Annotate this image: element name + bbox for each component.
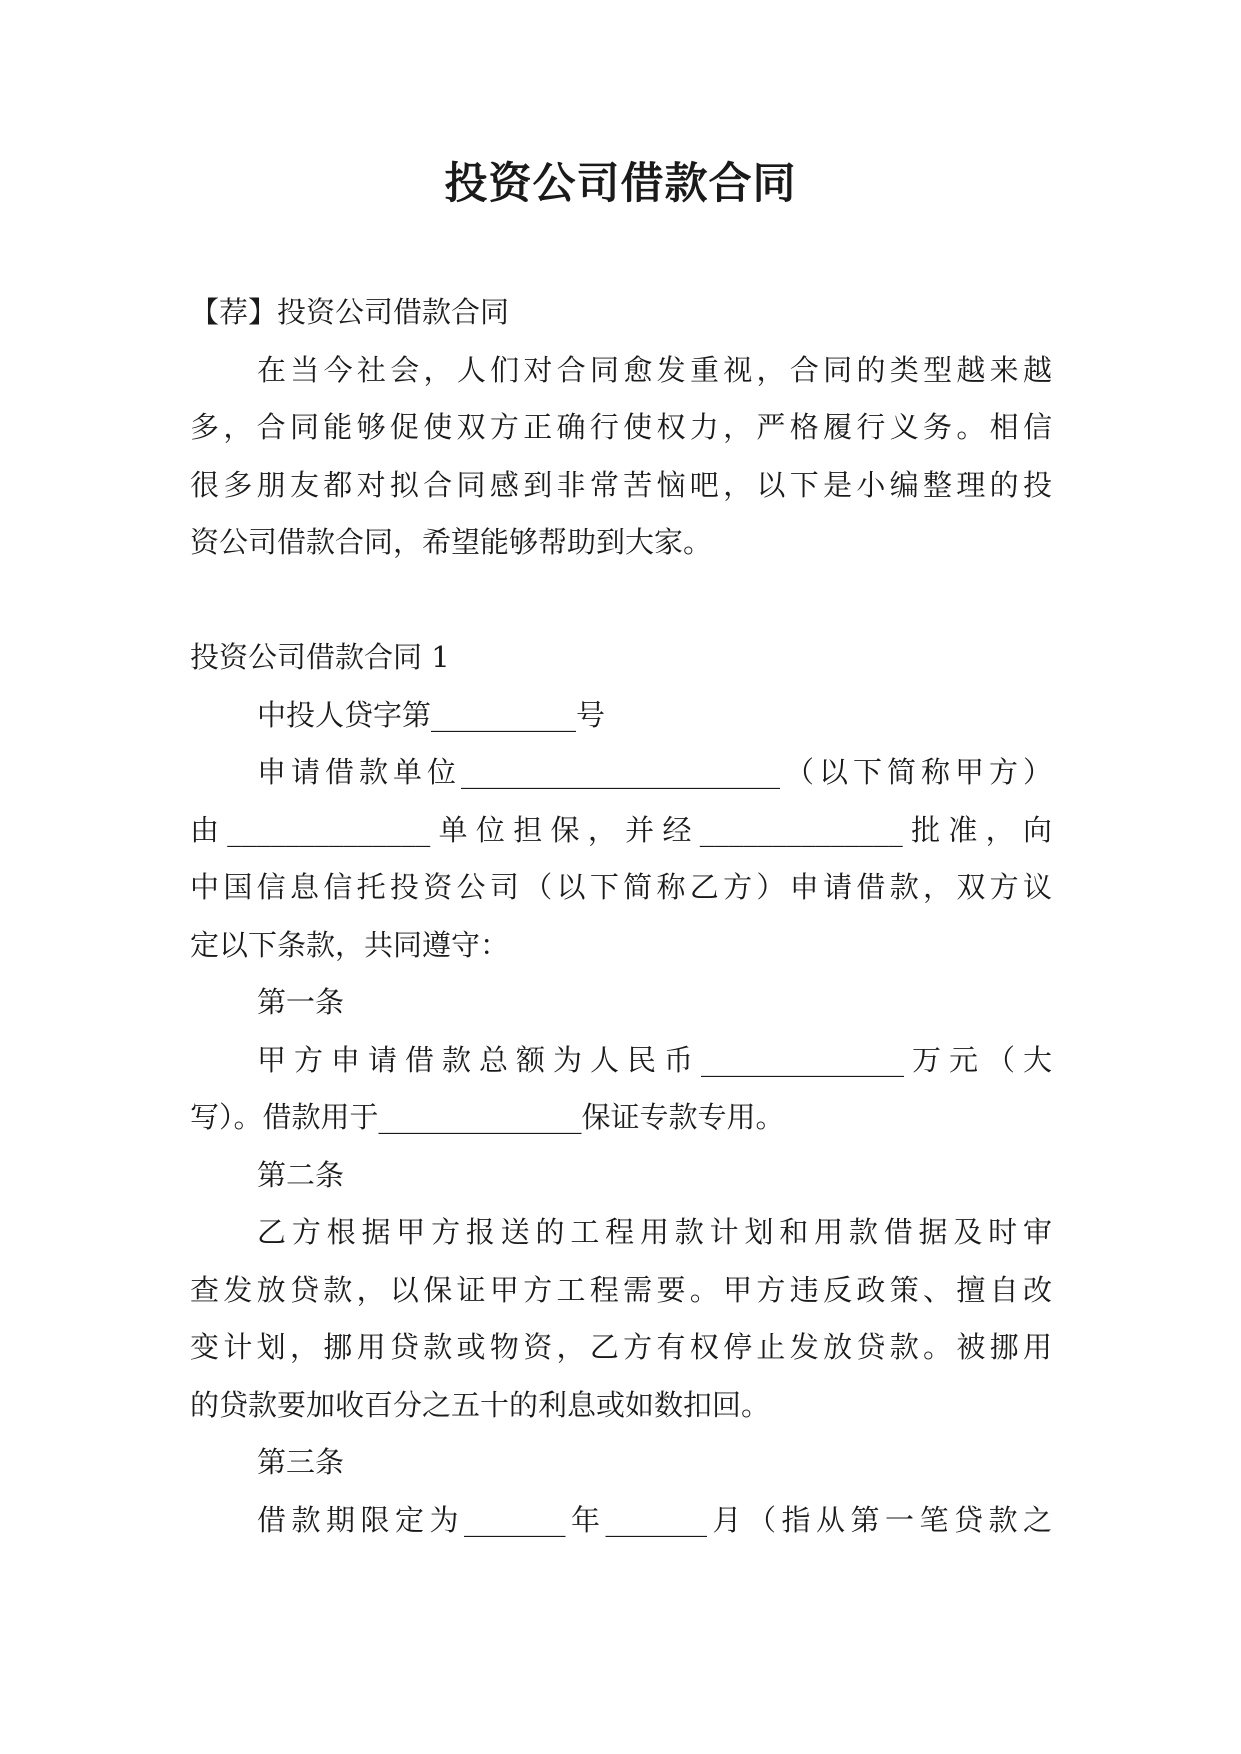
article-line: 查发放贷款，以保证甲方工程需要。甲方违反政策、擅自改 xyxy=(190,1273,1052,1307)
article-heading: 第一条 xyxy=(257,985,345,1019)
intro-heading: 【荐】投资公司借款合同 xyxy=(190,295,510,329)
article-heading: 第二条 xyxy=(257,1158,345,1192)
article-line: 变计划，挪用贷款或物资，乙方有权停止发放贷款。被挪用 xyxy=(190,1330,1052,1364)
intro-paragraph-line: 多，合同能够促使双方正确行使权力，严格履行义务。相信 xyxy=(190,410,1052,444)
contract-paragraph-line: 定以下条款，共同遵守： xyxy=(190,928,510,962)
document-title: 投资公司借款合同 xyxy=(444,159,797,209)
article-line: 写）。借款用于______________保证专款专用。 xyxy=(190,1100,785,1134)
article-heading: 第三条 xyxy=(257,1445,345,1479)
contract-paragraph-line: 申请借款单位______________________（以下简称甲方） xyxy=(257,755,1052,789)
article-line: 甲方申请借款总额为人民币______________万元（大 xyxy=(257,1043,1052,1077)
contract-paragraph-line: 由______________单位担保，并经______________批准，向 xyxy=(190,813,1052,847)
contract-heading: 投资公司借款合同 1 xyxy=(190,640,450,674)
article-line: 借款期限定为_______年_______月（指从第一笔贷款之 xyxy=(257,1503,1052,1537)
contract-number: 中投人贷字第__________号 xyxy=(257,698,606,732)
article-line: 乙方根据甲方报送的工程用款计划和用款借据及时审 xyxy=(257,1215,1052,1249)
intro-paragraph-line: 很多朋友都对拟合同感到非常苦恼吧，以下是小编整理的投 xyxy=(190,468,1052,502)
intro-paragraph-line: 资公司借款合同，希望能够帮助到大家。 xyxy=(190,525,713,559)
article-line: 的贷款要加收百分之五十的利息或如数扣回。 xyxy=(190,1388,771,1422)
intro-paragraph-line: 在当今社会，人们对合同愈发重视，合同的类型越来越 xyxy=(257,353,1052,387)
contract-paragraph-line: 中国信息信托投资公司（以下简称乙方）申请借款，双方议 xyxy=(190,870,1052,904)
